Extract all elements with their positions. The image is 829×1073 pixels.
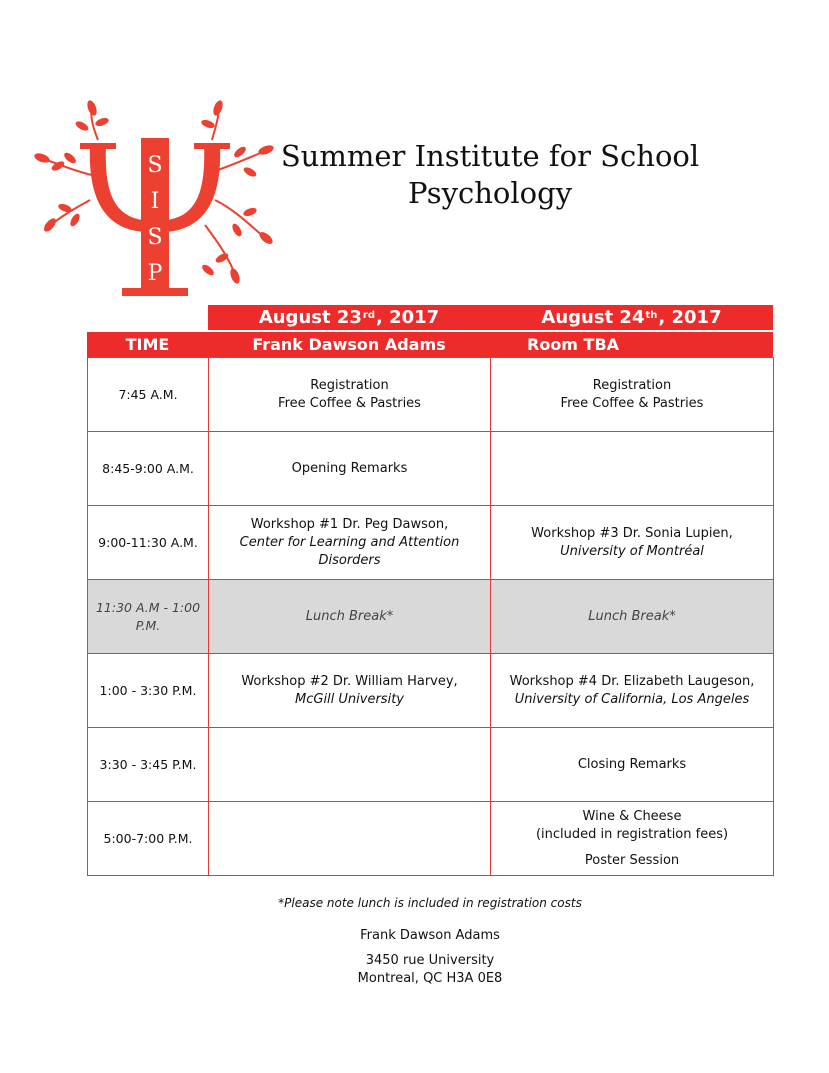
logo-letter: I xyxy=(150,189,160,214)
time-cell: 11:30 A.M - 1:00 P.M. xyxy=(88,580,209,654)
date-header xyxy=(208,305,773,330)
time-cell: 8:45-9:00 A.M. xyxy=(88,432,209,506)
day2-location: Room TBA xyxy=(527,335,620,354)
time-cell: 3:30 - 3:45 P.M. xyxy=(88,728,209,802)
day1-cell: Registration Free Coffee & Pastries xyxy=(209,358,491,432)
logo-letter: S xyxy=(147,153,163,178)
day2-cell: Lunch Break* xyxy=(491,580,774,654)
time-cell: 9:00-11:30 A.M. xyxy=(88,506,209,580)
table-row xyxy=(88,802,774,876)
psi-tree-logo-icon xyxy=(30,100,280,305)
table-row xyxy=(88,654,774,728)
address xyxy=(180,952,680,988)
table-row xyxy=(88,358,774,432)
day1-cell: Workshop #2 Dr. William Harvey, McGill University xyxy=(209,654,491,728)
day2-cell: Closing Remarks xyxy=(491,728,774,802)
title-line-2: Psychology xyxy=(407,176,573,210)
day1-cell: Workshop #1 Dr. Peg Dawson, Center for Learning and Attention Disorders xyxy=(209,506,491,580)
time-column-header: TIME xyxy=(125,335,170,354)
column-header xyxy=(87,332,773,357)
day2-cell: Workshop #4 Dr. Elizabeth Laugeson, University of California, Los Angeles xyxy=(491,654,774,728)
time-cell: 7:45 A.M. xyxy=(88,358,209,432)
table-row xyxy=(88,580,774,654)
time-cell: 1:00 - 3:30 P.M. xyxy=(88,654,209,728)
day2-cell xyxy=(491,432,774,506)
day1-cell: Opening Remarks xyxy=(209,432,491,506)
day2-cell: Workshop #3 Dr. Sonia Lupien, University of Montréal xyxy=(491,506,774,580)
logo-letter: P xyxy=(147,261,163,286)
day2-date: August 24 $^{th}$ , 2017 xyxy=(541,307,722,328)
day2-cell: Registration Free Coffee & Pastries xyxy=(491,358,774,432)
day1-cell xyxy=(209,802,491,876)
logo-letter: S xyxy=(147,225,163,250)
table-row xyxy=(88,506,774,580)
table-row xyxy=(88,728,774,802)
day1-location: Frank Dawson Adams xyxy=(252,335,446,354)
lunch-note: *Please note lunch is included in registration costs xyxy=(278,896,582,910)
sisp-logo xyxy=(30,100,280,305)
day1-cell xyxy=(209,728,491,802)
day1-date: August 23 $^{rd}$ , 2017 xyxy=(258,307,440,328)
address-city: Montreal, QC H3A 0E8 xyxy=(357,971,503,986)
page-title xyxy=(280,138,700,212)
day1-cell: Lunch Break* xyxy=(209,580,491,654)
schedule-table xyxy=(87,357,774,876)
building-name: Frank Dawson Adams xyxy=(360,928,500,943)
table-row xyxy=(88,432,774,506)
time-cell: 5:00-7:00 P.M. xyxy=(88,802,209,876)
title-line-1: Summer Institute for School xyxy=(280,139,700,173)
day2-cell: Wine & Cheese (included in registration fees) Poster Session xyxy=(491,802,774,876)
address-street: 3450 rue University xyxy=(365,953,495,968)
